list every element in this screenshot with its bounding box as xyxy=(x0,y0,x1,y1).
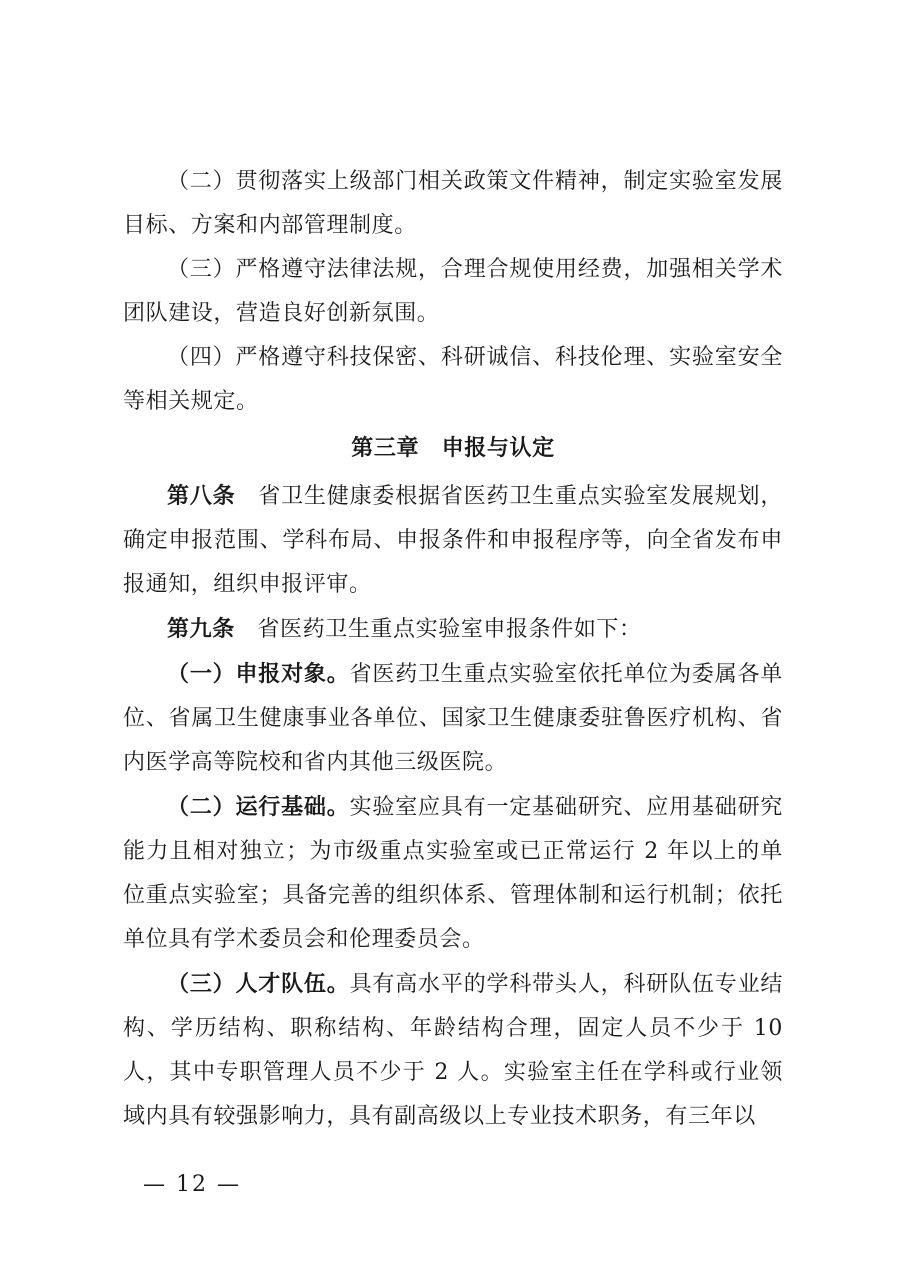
paragraph-item-4: （四）严格遵守科技保密、科研诚信、科技伦理、实验室安全等相关规定。 xyxy=(123,345,783,414)
condition-item-2-label: （二）运行基础。 xyxy=(167,794,350,820)
condition-item-1-text: 省医药卫生重点实验室依托单位为委属各单位、省属卫生健康事业各单位、国家卫生健康委驻鲁医疗机构、省内医学高等院校和省内其他三级医院。 xyxy=(123,662,783,775)
condition-item-3-label: （三）人才队伍。 xyxy=(167,971,350,997)
document-body xyxy=(123,160,783,1139)
condition-item-2 xyxy=(123,785,783,962)
article-9 xyxy=(123,607,783,652)
paragraph-item-3: （三）严格遵守法律法规，合理合规使用经费，加强相关学术团队建设，营造良好创新氛围。 xyxy=(123,257,783,326)
article-8-text: 省卫生健康委根据省医药卫生重点实验室发展规划，确定申报范围、学科布局、申报条件和申报程序等，向全省发布申报通知，组织申报评审。 xyxy=(123,484,783,597)
condition-item-3-text: 具有高水平的学科带头人，科研队伍专业结构、学历结构、职称结构、年龄结构合理，固定人员不少于 10 人，其中专职管理人员不少于 2 人。实验室主任在学科或行业领域内具有较强影响力，具有副高级以上专业技术职务，有三年以 xyxy=(123,972,783,1129)
page-number: — 12 — xyxy=(143,1172,241,1197)
condition-item-2-text: 实验室应具有一定基础研究、应用基础研究能力且相对独立；为市级重点实验室或已正常运行 2 年以上的单位重点实验室；具备完善的组织体系、管理体制和运行机制；依托单位具有学术委员会和伦理委员会。 xyxy=(123,795,783,952)
article-8-label: 第八条 xyxy=(167,483,236,509)
article-8 xyxy=(123,474,783,607)
article-9-text: 省医药卫生重点实验室申报条件如下： xyxy=(234,617,642,642)
chapter-title: 第三章 申报与认定 xyxy=(351,435,555,461)
condition-item-3 xyxy=(123,962,783,1139)
paragraph-item-2: （二）贯彻落实上级部门相关政策文件精神，制定实验室发展目标、方案和内部管理制度。 xyxy=(123,169,783,238)
condition-item-1 xyxy=(123,652,783,785)
condition-item-1-label: （一）申报对象。 xyxy=(167,661,350,687)
article-9-label: 第九条 xyxy=(167,616,235,642)
